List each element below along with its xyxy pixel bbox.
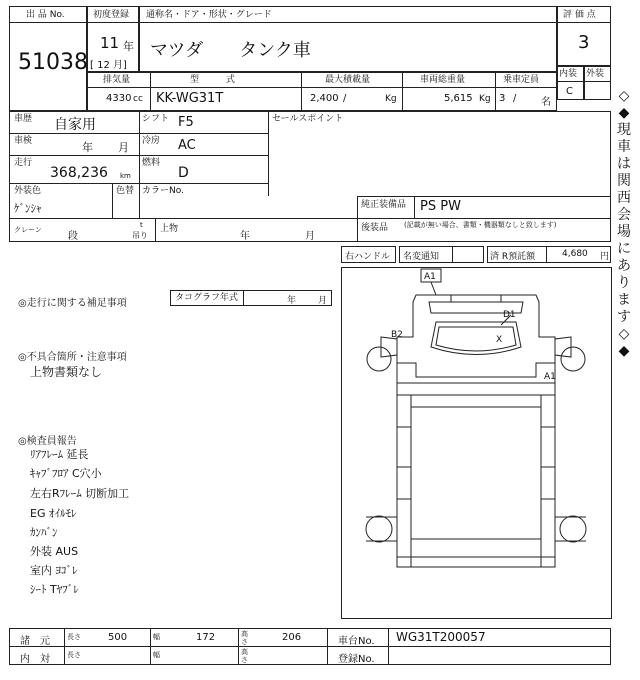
vehicle-diagram (341, 267, 612, 619)
divider (87, 87, 557, 88)
length: 500 (108, 632, 128, 643)
venue-notice-chars (612, 88, 636, 360)
venue-notice (612, 88, 636, 360)
inspector-line: 左右Rﾌﾚｰﾑ 切断加工 (30, 487, 130, 500)
equipment: PS PW (420, 199, 461, 214)
venue-notice-char: ま (617, 292, 631, 308)
divider (64, 628, 65, 665)
shift-label: シフト (142, 114, 170, 124)
reg-label: 登録No. (338, 654, 375, 665)
venue-notice-char: あ (617, 258, 631, 274)
history-label: 車歴 (14, 114, 33, 124)
height2-label: 高さ (241, 648, 248, 664)
venue-notice-char: す (617, 309, 631, 325)
venue-notice-char: ◆ (618, 105, 630, 121)
divider (9, 646, 611, 647)
mark-b2: B2 (391, 330, 403, 340)
tacho-year: 年 (287, 296, 297, 306)
first-reg-month: [ 12 月] (90, 60, 127, 71)
ac: AC (178, 138, 196, 153)
venue-notice-char: ◇ (618, 326, 630, 342)
max-load: 2,400 (310, 93, 339, 104)
divider (357, 196, 611, 197)
venue-notice-char: ◇ (618, 88, 630, 104)
divider (9, 22, 87, 23)
displacement-unit: cc (133, 94, 143, 104)
divider (557, 81, 611, 82)
divider (301, 72, 302, 111)
venue-notice-char: に (617, 241, 631, 257)
grade-label: 通称名・ドア・形状・グレード (146, 10, 272, 20)
first-reg-year: 11 (100, 34, 120, 52)
divider (414, 196, 415, 218)
divider (402, 72, 403, 111)
venue-notice-char: 場 (617, 224, 631, 240)
capacity: 3 (499, 93, 506, 104)
capacity-slash: / (513, 93, 517, 104)
width-label: 幅 (153, 633, 160, 641)
divider (546, 246, 547, 263)
mileage: 368,236 (50, 165, 108, 181)
recycle-label: 済 R預託額 (490, 252, 536, 262)
divider (139, 111, 140, 218)
inspector-line: ﾘｱﾌﾚｰﾑ 延長 (30, 448, 89, 461)
max-load-slash: / (343, 93, 347, 104)
divider (9, 155, 268, 156)
divider (9, 183, 268, 184)
crane-step: 段 (68, 231, 78, 242)
inspector-line: EG ｵｲﾙﾓﾚ (30, 507, 77, 520)
equipment-label: 純正装備品 (361, 200, 407, 210)
capacity-unit: 名 (541, 97, 551, 108)
chassis-label: 車台No. (338, 636, 375, 647)
divider (495, 72, 496, 111)
mark-a1-side: A1 (544, 372, 556, 382)
color-change-label: 色替 (116, 186, 135, 196)
mileage-label: 走行 (14, 158, 33, 168)
displacement-label: 排気量 (103, 75, 131, 85)
venue-notice-char: 車 (617, 139, 631, 155)
fuel: D (178, 165, 189, 181)
mark-a1-top: A1 (424, 272, 436, 282)
shift: F5 (178, 115, 194, 130)
divider (155, 218, 156, 242)
interior-grade: C (566, 86, 573, 97)
width: 172 (196, 632, 216, 643)
history: 自家用 (54, 117, 96, 133)
lot-number: 51038 (18, 50, 88, 75)
height-label: 高さ (241, 630, 248, 646)
venue-notice-char: ◆ (618, 343, 630, 359)
max-load-label: 最大積載量 (325, 75, 371, 85)
right-handle: 右ハンドル (345, 252, 391, 262)
color-no-label: カラーNo. (142, 186, 184, 196)
height: 206 (282, 632, 302, 643)
name-change-label: 名変通知 (403, 252, 440, 262)
inspector-line: ｼｰﾄ Tﾔﾌﾞﾚ (30, 583, 79, 596)
inspector-line: ｷｬﾌﾞﾌﾛｱ C穴小 (30, 467, 102, 480)
rating-value: 3 (578, 32, 590, 53)
aftermarket-label: 後装品 (361, 223, 389, 233)
divider (150, 72, 151, 111)
model: KK-WG31T (156, 91, 224, 106)
mark-x: X (496, 335, 503, 345)
divider (9, 133, 268, 134)
max-load-unit: Kg (385, 94, 397, 104)
inspector-line: 室内 ﾖｺﾞﾚ (30, 564, 78, 577)
venue-notice-char: 西 (617, 190, 631, 206)
chassis-number: WG31T200057 (396, 630, 486, 644)
car-name: マツダ タンク車 (150, 40, 311, 61)
mark-d1: D1 (503, 310, 516, 320)
crane-hang: 吊り (132, 231, 148, 240)
gross-weight: 5,615 (444, 93, 473, 104)
length-label: 長さ (67, 633, 81, 641)
name-change-check (452, 246, 484, 263)
divider (112, 183, 113, 218)
crane-label: クレーン (14, 226, 42, 234)
gross-weight-unit: Kg (479, 94, 491, 104)
first-reg-label: 初度登録 (93, 10, 130, 20)
interior-label: 内装 (559, 69, 578, 79)
venue-notice-char: は (617, 156, 631, 172)
upper-year: 年 (240, 231, 250, 242)
ac-label: 冷房 (142, 136, 161, 146)
divider (243, 290, 244, 306)
venue-notice-char: 会 (617, 207, 631, 223)
defect-line: 上物書類なし (30, 365, 103, 379)
inspector-label: ◎検査員報告 (18, 436, 77, 447)
divider (268, 111, 269, 196)
defect-label: ◎不具合箇所・注意事項 (18, 352, 127, 363)
lot-number-label: 出 品 No. (26, 10, 65, 20)
color-label: 外装色 (14, 186, 42, 196)
inspector-line: 外装 AUS (30, 545, 79, 558)
upper-label: 上物 (160, 224, 179, 234)
divider (388, 628, 389, 665)
width2-label: 幅 (153, 651, 160, 659)
inspector-line: ｶﾝﾊﾞﾝ (30, 526, 58, 539)
recycle-yen: 円 (600, 252, 610, 262)
recycle-amount: 4,680 (562, 249, 588, 259)
divider (150, 628, 151, 665)
tacho-month: 月 (318, 296, 328, 306)
displacement: 4330 (106, 93, 132, 104)
color: ｹﾞﾝｼｬ (14, 202, 42, 215)
divider (9, 218, 611, 219)
model-label: 型 式 (190, 75, 236, 85)
venue-notice-char: 関 (617, 173, 631, 189)
gross-weight-label: 車両総重量 (420, 75, 466, 85)
upper-month: 月 (305, 231, 315, 242)
divider (238, 628, 239, 665)
rating-label: 評 価 点 (563, 10, 596, 20)
divider (557, 22, 611, 23)
first-reg-year-unit: 年 (123, 40, 134, 53)
divider (327, 628, 328, 665)
interior-dims-label: 内 対 (20, 654, 50, 665)
fuel-label: 燃料 (142, 158, 161, 168)
divider (357, 196, 358, 242)
mileage-unit: km (120, 172, 131, 180)
inspection-year: 年 (82, 141, 93, 154)
inspection-label: 車検 (14, 136, 33, 146)
venue-notice-char: 現 (617, 122, 631, 138)
tacho-label: タコグラフ年式 (175, 293, 239, 303)
driving-notes-label: ◎走行に関する補足事項 (18, 298, 127, 309)
sales-point-label: セールスポイント (272, 114, 344, 124)
aftermarket-note: (記載が無い場合、書類・機器類なしと致します) (404, 221, 557, 229)
crane-t: t (140, 221, 143, 229)
dims-label: 諸 元 (20, 636, 50, 647)
exterior-label: 外装 (586, 69, 605, 79)
length2-label: 長さ (67, 651, 81, 659)
inspection-month: 月 (118, 141, 129, 154)
venue-notice-char: り (617, 275, 631, 291)
capacity-label: 乗車定員 (503, 75, 540, 85)
